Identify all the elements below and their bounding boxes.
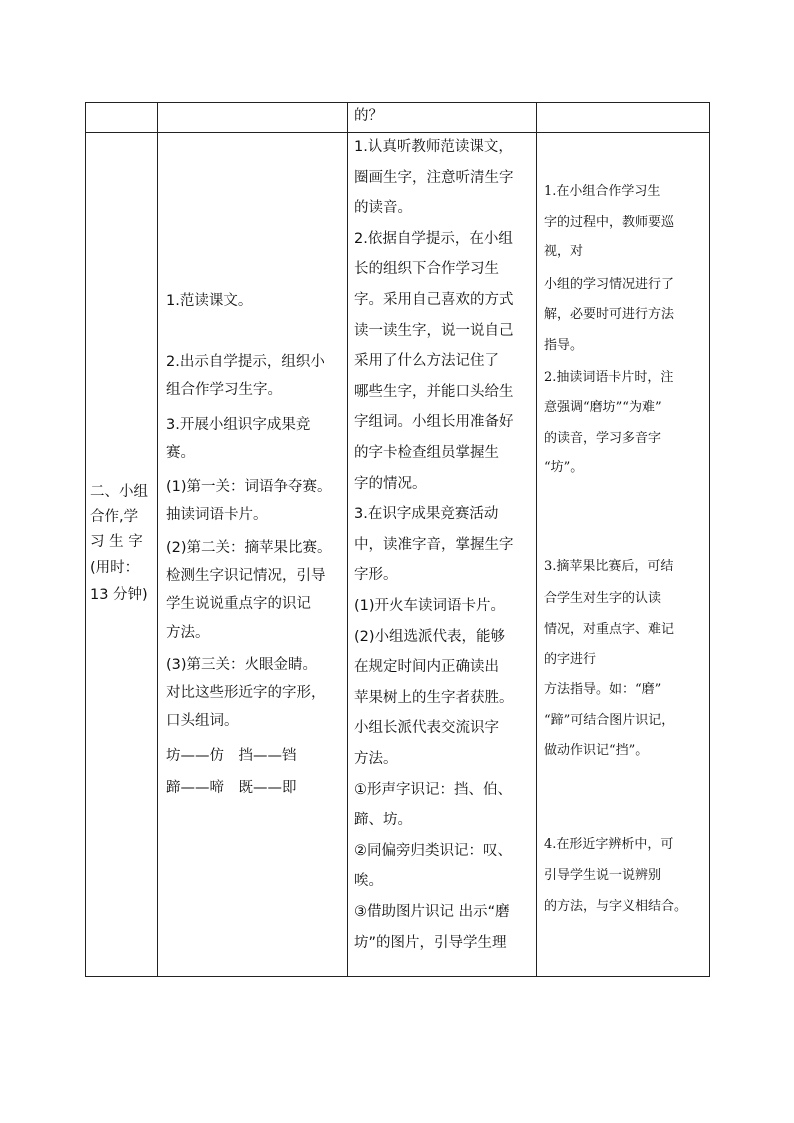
- student-text: 的？: [354, 108, 383, 124]
- student-line: 的字卡检查组员掌握生: [354, 445, 499, 461]
- note-line: 指导。: [544, 338, 584, 353]
- teacher-line: 赛。: [166, 445, 195, 461]
- stage-line: 二、小组: [90, 484, 148, 500]
- student-activity-cell: [348, 103, 537, 133]
- student-line: ①形声字识记：挡、伯、: [354, 781, 512, 798]
- note-line: 引导学生说一说辨别: [544, 868, 662, 883]
- note-line: 4.在形近字辨析中，可: [544, 837, 674, 852]
- teacher-activity-cell: [158, 133, 348, 977]
- stage-line: (用时：: [90, 560, 140, 576]
- teacher-line: 学生说说重点字的识记: [166, 596, 311, 612]
- note-line: 方法指导。如：“磨”: [544, 682, 662, 697]
- note-line: 的方法，与字义相结合。: [544, 899, 688, 914]
- student-line: 坊”的图片，引导学生理: [354, 934, 507, 951]
- table-row: [86, 103, 710, 133]
- student-line: (2)小组选派代表，能够: [354, 628, 506, 645]
- student-activity-cell: [348, 133, 537, 977]
- student-line: 字。采用自己喜欢的方式: [354, 292, 514, 308]
- teacher-line: 坊——仿 挡——铛: [166, 748, 297, 764]
- teacher-activity-cell: [158, 103, 348, 133]
- student-line: 字形。: [354, 567, 398, 584]
- student-line: 方法。: [354, 751, 398, 767]
- student-line: 采用了什么方法记住了: [354, 353, 499, 370]
- note-line: 做动作识记“挡”。: [544, 743, 649, 758]
- student-line: ②同偏旁归类识记：叹、: [354, 842, 512, 859]
- teacher-line: 口头组词。: [166, 713, 239, 729]
- student-line: 的读音。: [354, 200, 412, 217]
- student-line: 中，读准字音，掌握生字: [354, 536, 514, 553]
- student-line: 哪些生字，并能口头给生: [354, 383, 514, 400]
- note-line: 小组的学习情况进行了: [544, 277, 675, 292]
- note-line: “蹄”可结合图片识记，: [544, 713, 675, 728]
- teacher-line: 抽读词语卡片。: [166, 507, 268, 523]
- student-line: (1)开火车读词语卡片。: [354, 598, 506, 614]
- stage-cell: [86, 133, 158, 977]
- student-line: 小组长派代表交流识字: [354, 720, 499, 737]
- student-line: 苹果树上的生字者获胜。: [354, 689, 514, 706]
- teacher-line: 检测生字识记情况，引导: [166, 568, 326, 584]
- teacher-line: 对比这些形近字的字形，: [166, 685, 326, 701]
- student-line: 在规定时间内正确读出: [354, 659, 499, 676]
- student-line: 圈画生字，注意听清生字: [354, 169, 514, 186]
- teacher-line: 1.范读课文。: [166, 293, 253, 309]
- design-note-cell: [537, 103, 710, 133]
- stage-line: 13 分钟): [90, 587, 148, 603]
- student-line: 长的组织下合作学习生: [354, 261, 499, 278]
- stage-cell: [86, 103, 158, 133]
- student-line: 读一读生字，说一说自己: [354, 322, 514, 339]
- note-line: 3.摘苹果比赛后，可结: [544, 559, 674, 574]
- note-line: 2.抽读词语卡片时，注: [544, 370, 674, 385]
- note-line: 1.在小组合作学习生: [544, 184, 661, 199]
- note-line: 字的过程中，教师要巡: [544, 215, 675, 230]
- stage-line: 合作,学: [90, 509, 139, 525]
- teacher-line: (1)第一关：词语争夺赛。: [166, 479, 332, 495]
- student-line: ③借助图片识记 出示“磨: [354, 904, 510, 920]
- note-line: 视，对: [544, 244, 584, 259]
- student-line: 字的情况。: [354, 475, 427, 492]
- teacher-line: 方法。: [166, 625, 210, 641]
- student-line: 唉。: [354, 873, 383, 890]
- note-line: 的字进行: [544, 652, 597, 667]
- note-line: 的读音，学习多音字: [544, 431, 662, 446]
- note-line: 合学生对生字的认读: [544, 591, 662, 606]
- design-note-cell: [537, 133, 710, 977]
- teacher-line: 组合作学习生字。: [166, 382, 282, 398]
- teacher-line: 蹄——啼 既——即: [166, 780, 297, 796]
- teacher-line: 3.开展小组识字成果竞: [166, 417, 311, 433]
- student-line: 1.认真听教师范读课文，: [354, 139, 513, 155]
- table-row: [86, 133, 710, 977]
- note-line: 解，必要时可进行方法: [544, 307, 675, 322]
- stage-line: 习 生 字: [90, 534, 143, 550]
- teacher-line: 2.出示自学提示，组织小: [166, 354, 325, 370]
- note-line: 意强调“磨坊”“为难”: [544, 400, 662, 415]
- note-line: “坊”。: [544, 460, 584, 475]
- student-line: 字组词。小组长用准备好: [354, 414, 514, 431]
- teacher-line: (2)第二关：摘苹果比赛。: [166, 540, 332, 556]
- lesson-plan-table: [85, 102, 710, 977]
- student-line: 3.在识字成果竞赛活动: [354, 506, 499, 523]
- note-line: 情况，对重点字、难记: [544, 622, 675, 637]
- student-line: 蹄、坊。: [354, 812, 412, 829]
- student-line: 2.依据自学提示，在小组: [354, 230, 513, 247]
- teacher-line: (3)第三关：火眼金睛。: [166, 657, 318, 673]
